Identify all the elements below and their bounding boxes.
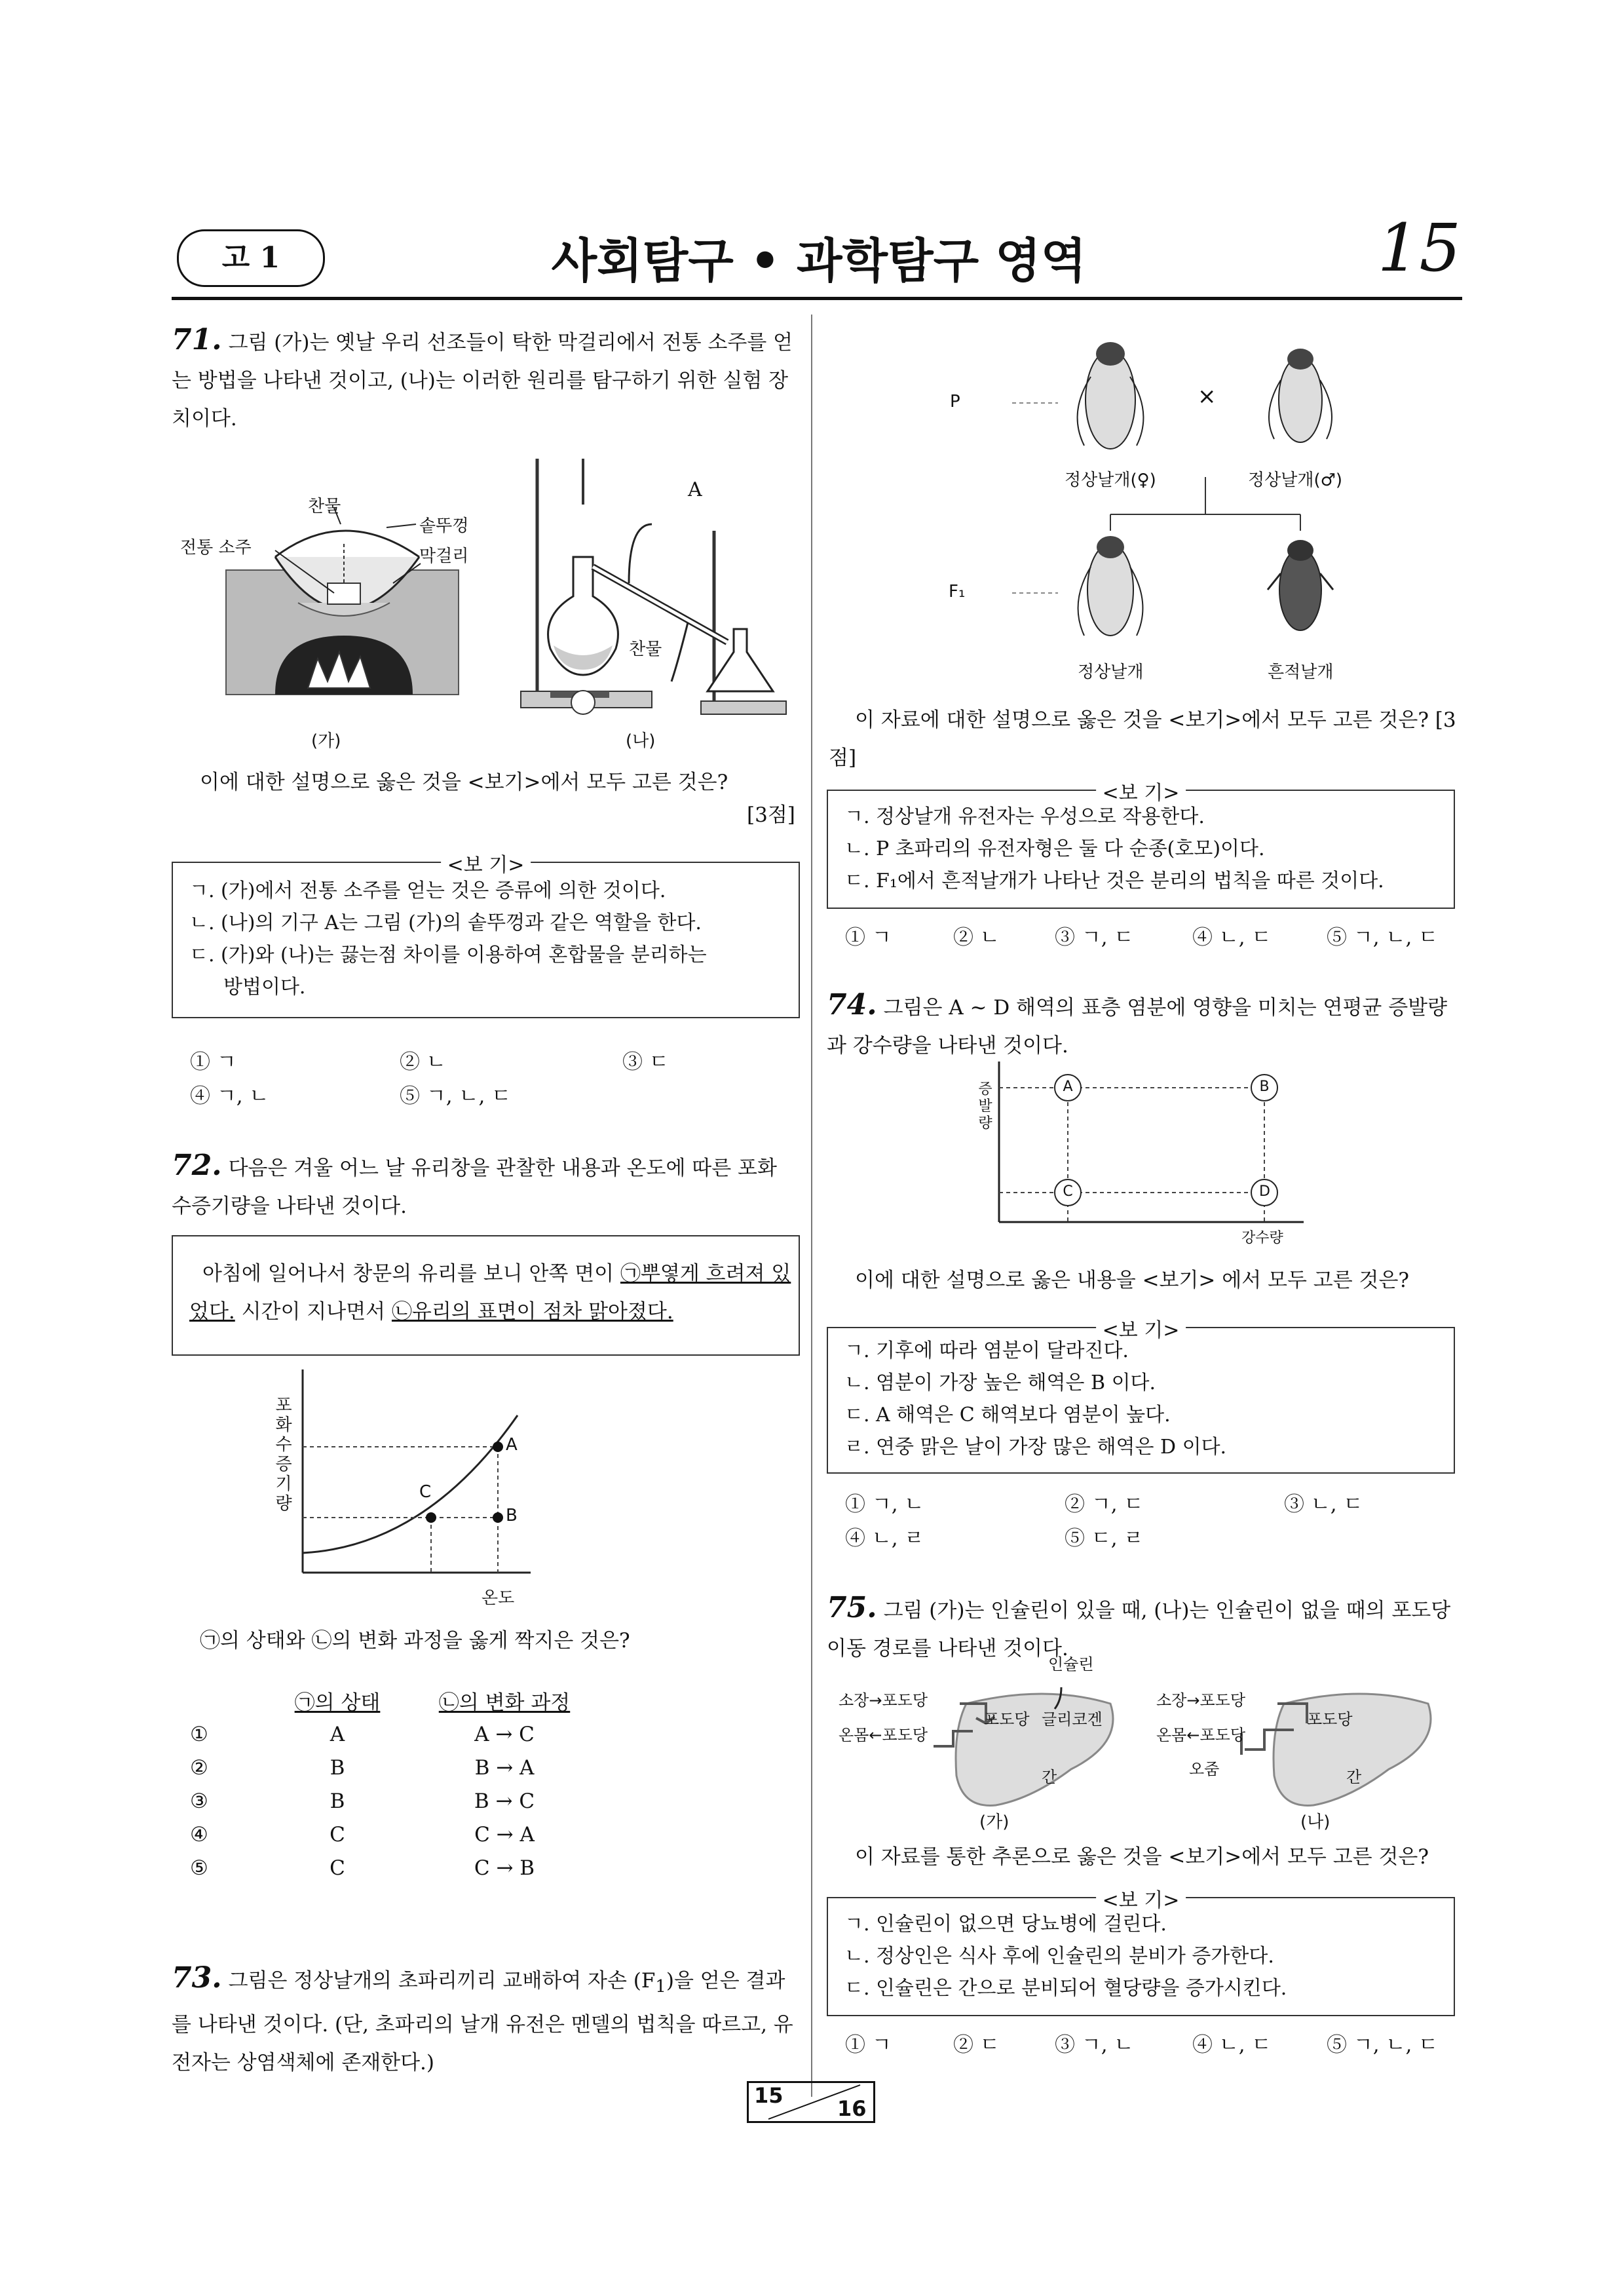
vestigial-fly-icon (1268, 540, 1333, 630)
chart-72-label-c: C (419, 1482, 432, 1502)
question-number: 74. (827, 988, 877, 1022)
option-5[interactable]: ⑤ ㄱ, ㄴ, ㄷ (1327, 2033, 1439, 2057)
label-cold-water: 찬물 (308, 497, 341, 516)
fly-icon (1078, 536, 1143, 636)
chart-72-label-b: B (506, 1506, 518, 1525)
option-number: ① (190, 1722, 208, 1746)
question-stem-2: )을 얻은 결과를 나타낸 것이다. (단, 초파리의 날개 유전은 멘델의 법칙을 따르고, 유전자는 상염색체에 존재한다.) (172, 1969, 793, 2075)
chart-74-point-b: B (1259, 1079, 1270, 1095)
label-a: A (688, 478, 702, 501)
option-number: ③ (190, 1789, 208, 1813)
caption-ga: (가) (311, 731, 341, 751)
subscript: 1 (655, 1977, 666, 1997)
table-row[interactable] (190, 1751, 590, 1784)
cell-process: B → C (474, 1789, 535, 1813)
lid-pointer (387, 524, 416, 527)
saturation-curve (303, 1415, 518, 1553)
table-row[interactable] (190, 1851, 590, 1885)
bogi-box-74 (827, 1319, 1455, 1474)
column-divider (811, 315, 812, 2097)
grade-badge (177, 229, 325, 287)
bogi-item: ㄱ. 기후에 따라 염분이 달라진다. (844, 1339, 1129, 1362)
na-out: 온몸←포도당 (1156, 1726, 1246, 1744)
na-in: 소장→포도당 (1156, 1691, 1246, 1710)
label-vestigial: 흔적날개 (1268, 662, 1334, 682)
bogi-title: <보 기> (441, 849, 531, 877)
bogi-item: ㄹ. 연중 맑은 날이 가장 많은 해역은 D 이다. (844, 1436, 1227, 1459)
caption-75-na: (나) (1300, 1812, 1331, 1832)
observation-underline-1: ㉠뿌옇게 흐려져 있었다. (189, 1262, 791, 1324)
question-stem-1: 그림은 정상날개의 초파리끼리 교배하여 자손 (F (228, 1969, 656, 1993)
observation-underline-2: ㉡유리의 표면이 점차 맑아졌다. (391, 1300, 673, 1324)
bogi-item: ㄷ. 인슐린은 간으로 분비되어 혈당량을 증가시킨다. (844, 1977, 1287, 2000)
label-male: 정상날개(♂) (1248, 470, 1343, 490)
header-rule (172, 297, 1462, 300)
question-73 (172, 1959, 801, 2082)
chart-74-point-c: C (1063, 1183, 1073, 1200)
bogi-item: 방법이다. (223, 976, 306, 999)
cell-process: C → B (474, 1856, 535, 1880)
bogi-item: ㄷ. A 해역은 C 해역보다 염분이 높다. (844, 1404, 1171, 1426)
question-stem: 그림 (가)는 인슐린이 있을 때, (나)는 인슐린이 없을 때의 포도당 이동 경로를 나타낸 것이다. (827, 1599, 1451, 1660)
figure-71-na (511, 432, 799, 721)
bogi-title: <보 기> (1096, 1314, 1186, 1343)
cell-state: C (330, 1822, 345, 1846)
na-glucose: 포도당 (1307, 1710, 1353, 1729)
water-in-tube (671, 622, 688, 681)
label-lid: 솥뚜껑 (419, 516, 469, 536)
caption-75-ga: (가) (979, 1812, 1010, 1832)
option-3[interactable]: ③ ㄴ, ㄷ (1284, 1493, 1363, 1516)
bogi-title: <보 기> (1096, 776, 1186, 805)
option-1[interactable]: ① ㄱ, ㄴ (845, 1493, 924, 1516)
option-2[interactable]: ② ㄴ (953, 926, 1000, 949)
chart-74-ylabel: 증발량 (978, 1081, 992, 1132)
bogi-item: ㄱ. 인슐린이 없으면 당뇨병에 걸린다. (844, 1913, 1167, 1936)
cell-state: B (330, 1789, 345, 1813)
option-4[interactable]: ④ ㄴ, ㄷ (1192, 926, 1272, 949)
label-f1: F₁ (949, 582, 966, 602)
bogi-item: ㄷ. F₁에서 흔적날개가 나타난 것은 분리의 법칙을 따른 것이다. (844, 870, 1384, 892)
chart-72-xlabel: 온도 (482, 1588, 515, 1608)
question-72 (172, 1147, 801, 1225)
option-3[interactable]: ③ ㄷ (622, 1050, 669, 1074)
water-out-tube (629, 524, 652, 583)
question-72-prompt: ㉠의 상태와 ㉡의 변화 과정을 옳게 짝지은 것은? (200, 1629, 630, 1653)
option-number: ② (190, 1755, 208, 1780)
question-75 (827, 1589, 1456, 1668)
option-5[interactable]: ⑤ ㄷ, ㄹ (1065, 1527, 1144, 1550)
table-header: ㉠의 상태 (294, 1691, 381, 1715)
bogi-item: ㄴ. 정상인은 식사 후에 인슐린의 분비가 증가한다. (844, 1945, 1274, 1968)
label-makgeolli: 막걸리 (419, 546, 469, 566)
bogi-box-73 (827, 782, 1455, 909)
cell-process: B → A (474, 1755, 535, 1780)
option-1[interactable]: ① ㄱ (190, 1050, 236, 1074)
fly-icon (1078, 342, 1144, 449)
option-3[interactable]: ③ ㄱ, ㄷ (1055, 926, 1134, 949)
label-female: 정상날개(♀) (1065, 470, 1156, 490)
page-total: 16 (837, 2096, 867, 2121)
ga-glycogen: 글리코겐 (1042, 1710, 1103, 1729)
table-row[interactable] (190, 1784, 590, 1818)
label-soju: 전통 소주 (180, 538, 252, 558)
question-71-prompt: 이에 대한 설명으로 옳은 것을 <보기>에서 모두 고른 것은? (200, 771, 728, 794)
question-number: 71. (172, 323, 222, 356)
table-header: ㉡의 변화 과정 (438, 1691, 571, 1715)
bogi-item: ㄱ. 정상날개 유전자는 우성으로 작용한다. (844, 805, 1205, 828)
option-2[interactable]: ② ㄱ, ㄷ (1065, 1493, 1144, 1516)
fly-cross-figure (943, 315, 1363, 681)
chart-72 (262, 1363, 537, 1605)
page-title: 사회탐구 • 과학탐구 영역 (551, 233, 1087, 288)
option-number: ⑤ (190, 1856, 208, 1880)
bogi-box-71 (172, 854, 800, 1018)
observation-text-2: 시간이 지나면서 (235, 1300, 392, 1324)
stand-base-2 (701, 701, 786, 714)
chart-72-ylabel: 포화수증기량 (275, 1396, 292, 1514)
question-stem: 그림 (가)는 옛날 우리 선조들이 탁한 막걸리에서 전통 소주를 얻는 방법을 나타낸 것이고, (나)는 이러한 원리를 탐구하기 위한 실험 장치이다. (172, 331, 793, 430)
question-71 (172, 321, 801, 438)
question-71-points: [3점] (747, 803, 795, 827)
question-number: 73. (172, 1961, 222, 1995)
cell-state: A (330, 1722, 345, 1746)
observation-box-72 (172, 1235, 800, 1356)
point-c (426, 1512, 436, 1523)
cell-state: B (330, 1755, 345, 1780)
ga-insulin: 인슐린 (1048, 1655, 1094, 1674)
point-b (493, 1512, 503, 1523)
label-na-cold-water: 찬물 (629, 640, 662, 659)
option-2[interactable]: ② ㄷ (953, 2033, 1000, 2057)
ga-glucose: 포도당 (984, 1710, 1030, 1729)
option-1[interactable]: ① ㄱ (845, 2033, 892, 2057)
grade-label: 고 1 (221, 241, 280, 275)
option-4[interactable]: ④ ㄴ, ㄹ (845, 1527, 924, 1550)
question-73-prompt: 이 자료에 대한 설명으로 옳은 것을 <보기>에서 모두 고른 것은? [3점] (829, 708, 1456, 770)
option-4[interactable]: ④ ㄴ, ㄷ (1192, 2033, 1272, 2057)
question-74-prompt: 이에 대한 설명으로 옳은 내용을 <보기> 에서 모두 고른 것은? (855, 1269, 1410, 1292)
question-number: 75. (827, 1591, 877, 1624)
ga-in: 소장→포도당 (839, 1691, 928, 1710)
bogi-item: ㄴ. 염분이 가장 높은 해역은 B 이다. (844, 1371, 1156, 1394)
bogi-item: ㄱ. (가)에서 전통 소주를 얻는 것은 증류에 의한 것이다. (189, 879, 666, 902)
answer-table-72 (190, 1684, 590, 1885)
question-number: 72. (172, 1149, 222, 1182)
option-4[interactable]: ④ ㄱ, ㄴ (190, 1084, 269, 1108)
chart-72-label-a: A (506, 1435, 518, 1455)
chart-74-xlabel: 강수량 (1241, 1230, 1283, 1246)
page-current: 15 (754, 2083, 784, 2108)
option-5[interactable]: ⑤ ㄱ, ㄴ, ㄷ (1327, 926, 1439, 949)
question-stem: 그림은 A ~ D 해역의 표층 염분에 영향을 미치는 연평균 증발량과 강수량을 나타낸 것이다. (827, 996, 1448, 1058)
table-row[interactable] (190, 1818, 590, 1851)
label-normal: 정상날개 (1078, 662, 1144, 682)
cell-process: C → A (474, 1822, 535, 1846)
collecting-bowl (328, 583, 360, 604)
na-urine: 오줌 (1189, 1760, 1220, 1778)
alcohol-lamp (571, 691, 595, 714)
question-74 (827, 986, 1456, 1065)
option-1[interactable]: ① ㄱ (845, 926, 892, 949)
question-stem: 다음은 겨울 어느 날 유리창을 관찰한 내용과 온도에 따른 포화 수증기량을 나타낸 것이다. (172, 1157, 777, 1218)
pot-lid (275, 531, 419, 557)
ga-out: 온몸←포도당 (839, 1726, 928, 1744)
observation-text-1: 아침에 일어나서 창문의 유리를 보니 안쪽 면이 (202, 1262, 620, 1286)
chart-74-point-a: A (1063, 1079, 1073, 1095)
table-header-row (190, 1684, 590, 1717)
option-number: ④ (190, 1822, 208, 1846)
label-cross: × (1198, 383, 1217, 410)
cell-state: C (330, 1856, 345, 1880)
point-a (493, 1442, 503, 1452)
table-row[interactable] (190, 1717, 590, 1751)
chart-74-point-d: D (1259, 1183, 1270, 1200)
bogi-item: ㄷ. (가)와 (나)는 끓는점 차이를 이용하여 혼합물을 분리하는 (189, 944, 707, 966)
fly-icon (1269, 349, 1332, 442)
caption-na: (나) (626, 731, 656, 751)
question-75-prompt: 이 자료를 통한 추론으로 옳은 것을 <보기>에서 모두 고른 것은? (855, 1845, 1429, 1869)
bogi-item: ㄴ. P 초파리의 유전자형은 둘 다 순종(호모)이다. (844, 837, 1265, 860)
cell-process: A → C (474, 1722, 535, 1746)
page-counter (747, 2081, 875, 2123)
option-3[interactable]: ③ ㄱ, ㄴ (1055, 2033, 1134, 2057)
label-p: P (950, 392, 960, 411)
option-5[interactable]: ⑤ ㄱ, ㄴ, ㄷ (400, 1084, 512, 1108)
bogi-item: ㄴ. (나)의 기구 A는 그림 (가)의 솥뚜껑과 같은 역할을 한다. (189, 911, 702, 934)
page-number: 15 (1377, 210, 1461, 286)
ga-liver: 간 (1042, 1768, 1057, 1786)
bogi-box-75 (827, 1889, 1455, 2016)
bogi-title: <보 기> (1096, 1884, 1186, 1913)
option-2[interactable]: ② ㄴ (400, 1050, 446, 1074)
na-liver: 간 (1346, 1768, 1362, 1786)
